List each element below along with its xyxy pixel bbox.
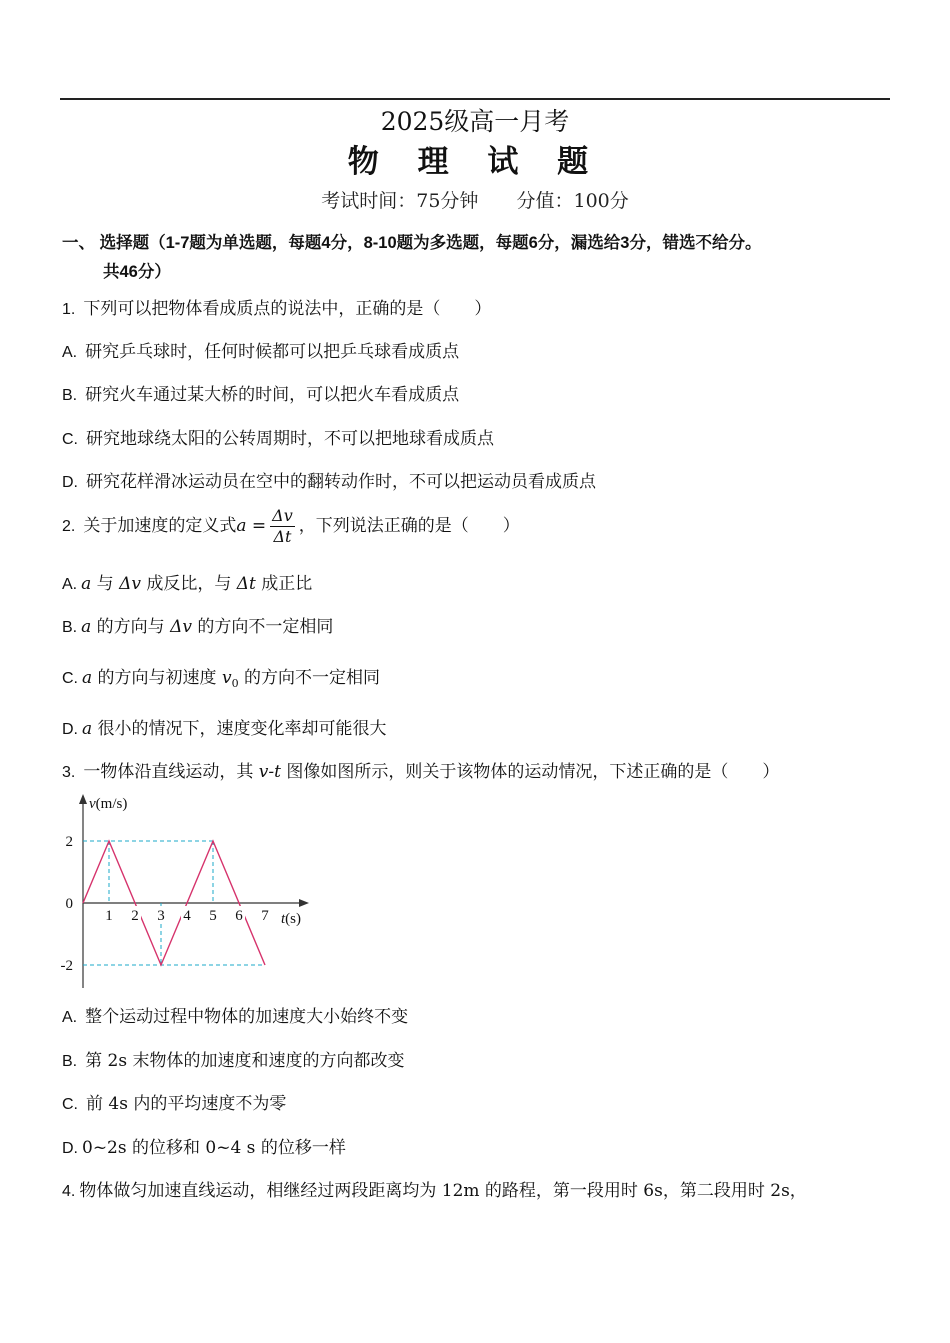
question-stem: 下列可以把物体看成质点的说法中，正确的是（ ） xyxy=(83,299,492,319)
q3-option-d xyxy=(62,1133,346,1158)
question-stem-pre: 关于加速度的定义式 xyxy=(83,516,237,536)
exam-info xyxy=(0,186,950,213)
option-text: 0~2s 的位移和 0~4 s 的位移一样 xyxy=(82,1138,346,1158)
option-text: 的方向与初速度 xyxy=(92,668,222,688)
formula-denominator: Δt xyxy=(273,527,292,546)
option-text: 研究乒乓球时，任何时候都可以把乒乓球看成质点 xyxy=(85,342,460,362)
option-text: 前 4s 内的平均速度不为零 xyxy=(86,1094,287,1114)
option-label: B. xyxy=(62,387,78,404)
x-axis-label-unit: (s) xyxy=(285,911,301,927)
vt-symbol: v-t xyxy=(258,762,281,782)
formula-lhs: a = xyxy=(236,516,267,536)
option-text: 的方向不一定相同 xyxy=(191,617,334,637)
question-number: 2. xyxy=(62,518,76,535)
y-tick-label: -2 xyxy=(60,958,73,974)
y-tick-label: 2 xyxy=(65,834,73,850)
q1-option-b xyxy=(62,380,459,405)
subject-title: 物 理 试 题 xyxy=(347,144,603,180)
q2-option-c xyxy=(62,663,380,690)
question-stem: 物体做匀加速直线运动，相继经过两段距离均为 12m 的路程，第一段用时 6s，第二段用时 2s， xyxy=(79,1181,807,1201)
section-heading: 一、 选择题（1-7题为单选题，每题4分，8-10题为多选题，每题6分，漏选给3分，错选不给分。 xyxy=(62,234,762,252)
option-label: A. xyxy=(62,576,78,593)
q2-option-d xyxy=(62,714,387,739)
top-rule xyxy=(60,98,890,100)
option-label: B. xyxy=(62,1053,78,1070)
x-tick-label: 7 xyxy=(261,908,269,924)
q1-option-d xyxy=(62,467,596,492)
option-label: C. xyxy=(62,431,78,448)
question-4 xyxy=(62,1176,807,1201)
option-text: 整个运动过程中物体的加速度大小始终不变 xyxy=(85,1007,409,1027)
subscript-zero: 0 xyxy=(231,677,239,690)
question-number: 1. xyxy=(62,301,76,318)
option-text: 第 2s 末物体的加速度和速度的方向都改变 xyxy=(85,1051,405,1071)
question-stem-post: ，下列说法正确的是（ ） xyxy=(298,516,520,536)
q1-option-a xyxy=(62,337,459,362)
question-number: 4. xyxy=(62,1183,76,1200)
option-label: A. xyxy=(62,1009,78,1026)
q3-option-b xyxy=(62,1046,404,1071)
symbol-delta-v: Δv xyxy=(170,617,192,637)
option-text: 很小的情况下，速度变化率却可能很大 xyxy=(92,719,387,739)
x-tick-label: 2 xyxy=(131,908,139,924)
y-axis-label xyxy=(89,796,127,812)
symbol-delta-t: Δt xyxy=(236,574,256,594)
option-label: D. xyxy=(62,474,78,491)
x-tick-label: 5 xyxy=(209,908,217,924)
section-heading-cont: 共46分） xyxy=(103,263,171,281)
exam-score: 分值：100分 xyxy=(516,190,629,212)
x-tick-label: 6 xyxy=(235,908,243,924)
option-label: C. xyxy=(62,670,78,687)
question-stem-post: 图像如图所示，则关于该物体的运动情况，下述正确的是（ ） xyxy=(280,762,780,782)
x-axis-label xyxy=(281,911,301,927)
symbol-a: a xyxy=(81,574,92,594)
q1-option-c xyxy=(62,424,494,449)
symbol-delta-v: Δv xyxy=(119,574,141,594)
option-label: D. xyxy=(62,1140,78,1157)
option-text: 成正比 xyxy=(255,574,313,594)
option-label: B. xyxy=(62,619,78,636)
option-text: 研究地球绕太阳的公转周期时，不可以把地球看成质点 xyxy=(86,429,494,449)
q3-option-c xyxy=(62,1089,286,1114)
option-text: 与 xyxy=(91,574,120,594)
y-tick-label: 0 xyxy=(65,896,73,912)
symbol-a: a xyxy=(81,617,92,637)
question-3 xyxy=(62,757,779,782)
q2-option-b xyxy=(62,612,333,637)
vt-chart xyxy=(55,788,325,993)
question-1 xyxy=(62,294,491,319)
y-axis-label-unit: (m/s) xyxy=(95,796,128,812)
y-axis-label-symbol: v xyxy=(89,796,96,812)
x-axis-label-symbol: t xyxy=(281,911,286,927)
x-tick-label: 1 xyxy=(105,908,113,924)
x-tick-label: 4 xyxy=(183,908,191,924)
exam-time: 考试时间：75分钟 xyxy=(321,190,479,212)
option-text: 的方向不一定相同 xyxy=(238,668,380,688)
exam-title: 2025级高一月考 xyxy=(380,107,570,136)
option-text: 成反比，与 xyxy=(140,574,237,594)
symbol-v: v xyxy=(221,668,232,688)
x-tick-label: 3 xyxy=(157,908,165,924)
question-number: 3. xyxy=(62,764,76,781)
option-text: 研究花样滑冰运动员在空中的翻转动作时，不可以把运动员看成质点 xyxy=(86,472,596,492)
formula-numerator: Δv xyxy=(272,506,293,525)
option-label: A. xyxy=(62,344,78,361)
q3-option-a xyxy=(62,1002,408,1027)
question-2 xyxy=(62,506,520,547)
option-text: 的方向与 xyxy=(91,617,171,637)
symbol-a: a xyxy=(82,719,93,739)
symbol-a: a xyxy=(82,668,93,688)
formula-fraction xyxy=(270,506,295,547)
question-stem-pre: 一物体沿直线运动，其 xyxy=(83,762,259,782)
option-text: 研究火车通过某大桥的时间，可以把火车看成质点 xyxy=(85,385,460,405)
x-axis-arrow xyxy=(299,899,309,907)
option-label: C. xyxy=(62,1096,78,1113)
option-label: D. xyxy=(62,721,78,738)
q2-option-a xyxy=(62,569,312,594)
y-axis-arrow xyxy=(79,794,87,804)
